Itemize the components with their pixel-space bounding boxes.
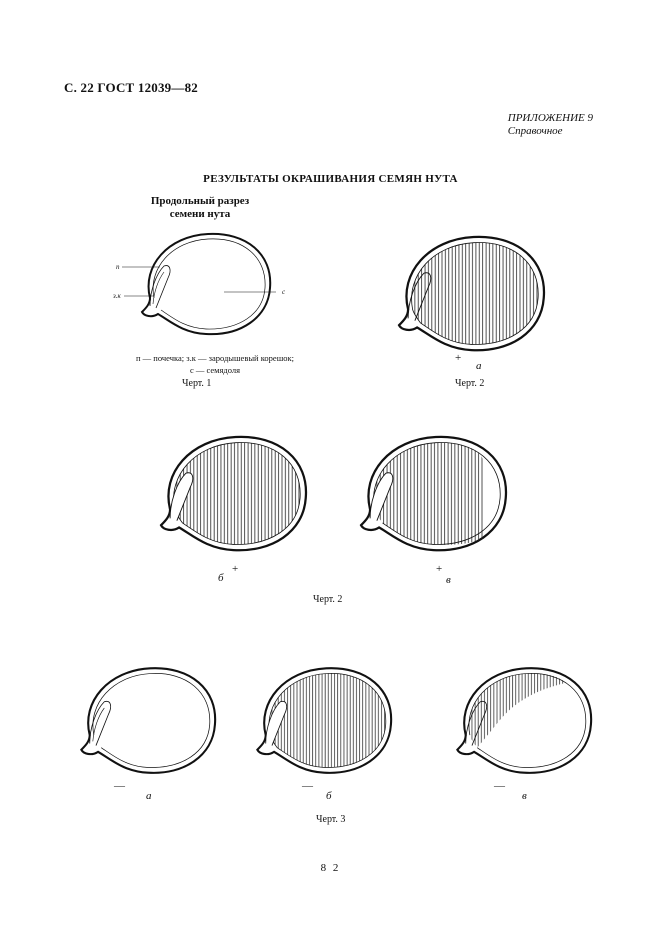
figure2a-caption: Черт. 2 [455,378,485,389]
fig3v-letter: в [522,790,527,802]
appendix-label [508,112,593,138]
figure2bv-caption: Черт. 2 [313,594,343,605]
main-title: РЕЗУЛЬТАТЫ ОКРАШИВАНИЯ СЕМЯН НУТА [203,173,458,185]
fig2v-sign: + [436,563,443,575]
page-number: 8 2 [320,862,341,874]
figure3-caption: Черт. 3 [316,814,346,825]
page-header: С. 22 ГОСТ 12039—82 [64,80,198,95]
fig3a-sign: — [114,780,125,792]
label-s: с [282,288,286,296]
legend-line2: с — семядоля [189,365,241,375]
label-n: п [116,263,120,271]
fig3b-letter: б [326,790,332,802]
fig2v-letter: в [446,574,451,586]
appendix-subtitle: Справочное [507,125,563,137]
fig2b-sign: + [232,563,239,575]
figure1-title [130,195,270,221]
figure1-title-line2: семени нута [169,208,231,220]
fig2b-letter: б [218,572,224,584]
fig3a-letter: а [146,790,152,802]
legend-line1: п — почечка; з.к — зародышевый корешок; [135,353,294,363]
figure1-legend [100,352,330,376]
fig3b-sign: — [302,780,313,792]
figure1-caption: Черт. 1 [182,378,212,389]
label-zk: з.к [113,292,121,300]
seed-unstained-a [60,660,230,780]
seed-stained-v [340,428,520,558]
appendix-title: ПРИЛОЖЕНИЕ 9 [507,112,593,124]
seed-partial-3v [436,660,606,780]
fig2a-sign: + [455,352,462,364]
fig2a-letter: а [476,360,482,372]
seed-stained-3b [236,660,406,780]
figure1-title-line1: Продольный разрез [150,195,250,207]
seed-stained-b [140,428,320,558]
seed-stained-full [378,228,558,358]
fig3v-sign: — [494,780,505,792]
seed-section-drawing [128,226,278,341]
